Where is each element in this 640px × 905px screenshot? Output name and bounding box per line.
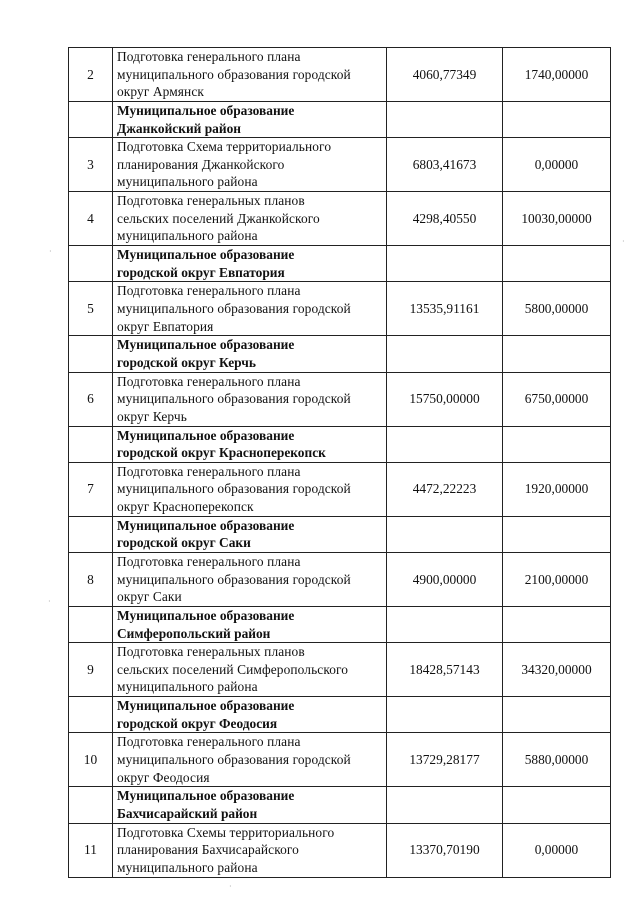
description-line: Муниципальное образование — [117, 517, 295, 533]
amount-2 — [503, 426, 611, 462]
description-line: Бахчисарайский район — [117, 805, 258, 821]
description-line: Симферопольский район — [117, 625, 271, 641]
amount-1 — [387, 336, 503, 372]
row-number: 10 — [69, 733, 113, 787]
description-line: Муниципальное образование — [117, 337, 295, 353]
work-description — [113, 643, 387, 697]
section-header-row — [69, 426, 611, 462]
scan-speck: · — [49, 247, 52, 256]
work-description — [113, 192, 387, 246]
description-line: Джанкойский район — [117, 120, 241, 136]
amount-1 — [387, 697, 503, 733]
row-number — [69, 102, 113, 138]
municipality-name — [113, 697, 387, 733]
description-line: муниципального образования городской — [117, 571, 351, 587]
description-line: сельских поселений Симферопольского — [117, 661, 349, 677]
table-row — [69, 552, 611, 606]
municipality-name — [113, 787, 387, 823]
description-line: муниципального района — [117, 174, 258, 190]
amount-1 — [387, 426, 503, 462]
description-line: Муниципальное образование — [117, 788, 295, 804]
budget-table — [68, 47, 611, 878]
amount-1: 4298,40550 — [387, 192, 503, 246]
row-number — [69, 787, 113, 823]
amount-1: 6803,41673 — [387, 138, 503, 192]
work-description — [113, 733, 387, 787]
work-description — [113, 282, 387, 336]
description-line: Подготовка генерального плана — [117, 49, 301, 65]
table-row — [69, 372, 611, 426]
table-row — [69, 48, 611, 102]
description-line: сельских поселений Джанкойского — [117, 210, 320, 226]
row-number: 8 — [69, 552, 113, 606]
description-line: округ Армянск — [117, 84, 204, 100]
description-line: городской округ Красноперекопск — [117, 445, 326, 461]
amount-2: 10030,00000 — [503, 192, 611, 246]
amount-1: 18428,57143 — [387, 643, 503, 697]
description-line: муниципального образования городской — [117, 66, 351, 82]
description-line: округ Керчь — [117, 408, 187, 424]
description-line: Подготовка генерального плана — [117, 734, 301, 750]
amount-2 — [503, 697, 611, 733]
description-line: муниципального образования городской — [117, 752, 351, 768]
description-line: Муниципальное образование — [117, 698, 295, 714]
table-body — [69, 48, 611, 878]
row-number: 5 — [69, 282, 113, 336]
amount-2 — [503, 787, 611, 823]
description-line: муниципального образования городской — [117, 391, 351, 407]
description-line: муниципального района — [117, 228, 258, 244]
municipality-name — [113, 606, 387, 642]
amount-1 — [387, 102, 503, 138]
work-description — [113, 48, 387, 102]
section-header-row — [69, 336, 611, 372]
row-number — [69, 516, 113, 552]
amount-1 — [387, 516, 503, 552]
row-number — [69, 697, 113, 733]
section-header-row — [69, 516, 611, 552]
amount-2 — [503, 102, 611, 138]
row-number: 3 — [69, 138, 113, 192]
section-header-row — [69, 697, 611, 733]
amount-2: 5800,00000 — [503, 282, 611, 336]
description-line: Подготовка Схемы территориального — [117, 824, 335, 840]
municipality-name — [113, 516, 387, 552]
work-description — [113, 138, 387, 192]
municipality-name — [113, 102, 387, 138]
municipality-name — [113, 246, 387, 282]
description-line: Подготовка генерального плана — [117, 463, 301, 479]
description-line: Муниципальное образование — [117, 607, 295, 623]
description-line: Подготовка генерального плана — [117, 373, 301, 389]
description-line: округ Красноперекопск — [117, 499, 254, 515]
row-number — [69, 606, 113, 642]
amount-2: 1920,00000 — [503, 462, 611, 516]
description-line: муниципального района — [117, 859, 258, 875]
description-line: Муниципальное образование — [117, 427, 295, 443]
row-number: 9 — [69, 643, 113, 697]
amount-1: 4900,00000 — [387, 552, 503, 606]
description-line: Подготовка генеральных планов — [117, 193, 305, 209]
work-description — [113, 372, 387, 426]
amount-1 — [387, 246, 503, 282]
table-row — [69, 823, 611, 877]
amount-1 — [387, 787, 503, 823]
description-line: планирования Джанкойского — [117, 156, 285, 172]
table-row — [69, 462, 611, 516]
amount-1 — [387, 606, 503, 642]
row-number: 11 — [69, 823, 113, 877]
municipality-name — [113, 336, 387, 372]
description-line: муниципального района — [117, 679, 258, 695]
description-line: муниципального образования городской — [117, 481, 351, 497]
amount-2: 5880,00000 — [503, 733, 611, 787]
row-number: 6 — [69, 372, 113, 426]
amount-2: 6750,00000 — [503, 372, 611, 426]
description-line: Подготовка генерального плана — [117, 283, 301, 299]
description-line: городской округ Керчь — [117, 354, 256, 370]
amount-2: 0,00000 — [503, 823, 611, 877]
amount-2: 34320,00000 — [503, 643, 611, 697]
table-row — [69, 138, 611, 192]
section-header-row — [69, 606, 611, 642]
work-description — [113, 552, 387, 606]
description-line: городской округ Саки — [117, 535, 251, 551]
table-row — [69, 733, 611, 787]
section-header-row — [69, 787, 611, 823]
table-row — [69, 192, 611, 246]
scan-speck: · — [48, 597, 51, 606]
amount-1: 4472,22223 — [387, 462, 503, 516]
amount-1: 13729,28177 — [387, 733, 503, 787]
row-number — [69, 246, 113, 282]
amount-1: 13370,70190 — [387, 823, 503, 877]
amount-2: 1740,00000 — [503, 48, 611, 102]
description-line: округ Феодосия — [117, 769, 210, 785]
work-description — [113, 823, 387, 877]
section-header-row — [69, 246, 611, 282]
description-line: округ Евпатория — [117, 318, 214, 334]
row-number: 7 — [69, 462, 113, 516]
description-line: Муниципальное образование — [117, 103, 295, 118]
amount-1: 15750,00000 — [387, 372, 503, 426]
description-line: муниципального образования городской — [117, 301, 351, 317]
description-line: Подготовка генеральных планов — [117, 644, 305, 660]
amount-2: 2100,00000 — [503, 552, 611, 606]
section-header-row — [69, 102, 611, 138]
description-line: Муниципальное образование — [117, 247, 295, 263]
description-line: Подготовка Схема территориального — [117, 139, 332, 155]
scan-speck: · — [622, 237, 625, 246]
row-number — [69, 336, 113, 372]
table-row — [69, 282, 611, 336]
row-number: 4 — [69, 192, 113, 246]
amount-1: 13535,91161 — [387, 282, 503, 336]
table-row — [69, 643, 611, 697]
row-number — [69, 426, 113, 462]
municipality-name — [113, 426, 387, 462]
amount-2 — [503, 606, 611, 642]
amount-2: 0,00000 — [503, 138, 611, 192]
description-line: Подготовка генерального плана — [117, 554, 301, 570]
row-number: 2 — [69, 48, 113, 102]
amount-2 — [503, 336, 611, 372]
amount-2 — [503, 516, 611, 552]
amount-2 — [503, 246, 611, 282]
description-line: планирования Бахчисарайского — [117, 842, 299, 858]
description-line: городской округ Феодосия — [117, 715, 278, 731]
scan-speck: · — [229, 882, 232, 891]
amount-1: 4060,77349 — [387, 48, 503, 102]
description-line: городской округ Евпатория — [117, 264, 285, 280]
work-description — [113, 462, 387, 516]
description-line: округ Саки — [117, 589, 182, 605]
